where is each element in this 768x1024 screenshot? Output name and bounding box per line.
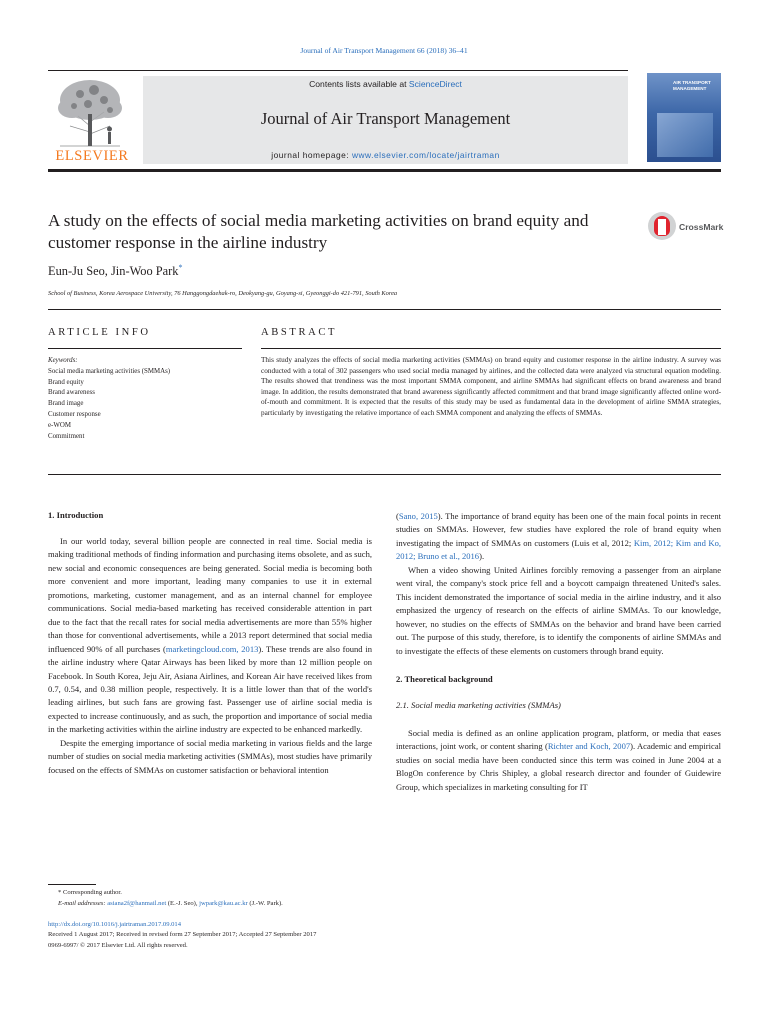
corresponding-author-note: * Corresponding author.	[58, 889, 122, 896]
footnote-rule	[48, 884, 96, 885]
doi-link[interactable]: http://dx.doi.org/10.1016/j.jairtraman.2017.09.014	[48, 921, 182, 928]
email-owner: (J.-W. Park).	[247, 900, 283, 907]
paragraph-text: ). Academic and empirical studies on social media have been conducted since this term was coined in June 2004 at a BlogOn conference by Chris Shipley, a global research director and founder of Guidewire Group, which specializes in marketing consulting for IT	[396, 741, 721, 792]
copyright-line: 0969-6997/ © 2017 Elsevier Ltd. All rights reserved.	[48, 941, 188, 949]
header-rule	[48, 70, 628, 71]
paragraph-text: ). These trends are also found in the airline industry where Qatar Airways has been liked by more than 12 million people on Facebook. In South Korea, Jeju Air, Asiana Airlines, and Korean Air have received likes from 0.7, 0.54, and 0.38 million people, respectively. It is a little lower than that of the world's leading airlines, but such fans are growing fast. Passenger use of airline social media is expected to increase continuously, and as such, the proportion and importance of social media in the marketing activities within the airline industry are expected to be enhanced markedly.	[48, 643, 373, 735]
email-link[interactable]: jwpark@kau.ac.kr	[199, 900, 248, 907]
citation-link[interactable]: Kim, 2012; Kim and Ko, 2012; Bruno et al., 2016	[396, 537, 721, 562]
crossmark-label: CrossMark	[679, 222, 724, 232]
citation-link[interactable]: Sano, 2015	[398, 511, 438, 521]
cover-image	[657, 113, 713, 157]
publication-details	[48, 920, 548, 951]
email-owner: (E.-J. Seo),	[166, 900, 200, 907]
paragraph: Despite the emerging importance of social media marketing in various fields and the large number of studies on social media marketing activities (SMMAs), most studies have primarily focused on the effects of SMMAs on customer satisfaction or behavioral intention	[48, 737, 372, 775]
journal-title[interactable]: Journal of Air Transport Management	[260, 109, 511, 128]
paragraph-text: In our world today, several billion people are connected in real time. Social media is making traditional methods of finding information and purchasing items obsolete, and as such, new social and economic consequences are being generated. Social media is becoming both more convenient and more important, leading many companies to use it in external promotions, marketing, customer management, and as an internal channel for employee communications. Social media-based marketing has received considerable attention in part due to the fact that the recall rates for social media advertisements are more than 55% higher than those for conventional advertisements, while a 2013 report determined that social media influenced 90% of all purchases (	[48, 536, 372, 654]
sciencedirect-link[interactable]: ScienceDirect	[408, 79, 462, 89]
keyword-item: Brand image	[48, 400, 84, 408]
article-title: A study on the effects of social media marketing activities on brand equity and customer response in the airline industry	[48, 211, 589, 252]
elsevier-tree-icon	[50, 76, 130, 148]
paragraph	[396, 727, 721, 794]
elsevier-wordmark: ELSEVIER	[55, 148, 129, 164]
author-list	[48, 263, 182, 279]
body-column-left	[48, 535, 372, 777]
abstract-sub-rule	[261, 348, 721, 349]
keyword-item: Social media marketing activities (SMMAs)	[48, 367, 171, 375]
keyword-item: Brand awareness	[48, 389, 95, 397]
paragraph-text: ).	[479, 551, 485, 562]
contents-prefix: Contents lists available at	[309, 79, 409, 89]
citation-link[interactable]: Richter and Koch, 2007	[547, 741, 631, 752]
keyword-item: e-WOM	[48, 421, 71, 429]
paragraph: When a video showing United Airlines forcibly removing a passenger from an airplane went viral, the company's stock price fell and a boycott campaign threatened United's sales. This incident demonstrated the importance of social media in the airline industry, and it also emphasized the urgency of research on the effects of airline SMMAs. To our knowledge, however, no studies on the effects of SMMAs on the behavior and brand have been carried out. The purpose of this study, therefore, is to identify the components of airline SMMAs and to investigate the effects of these elements on customers through brand equity.	[396, 564, 721, 656]
author-affiliation: School of Business, Korea Aerospace University, 76 Hanggongdaehak-ro, Deokyang-gu, Goyang-si, Gyeonggi-do 421-791, South Korea	[48, 290, 398, 297]
crossmark-icon	[648, 212, 676, 240]
crossmark-button[interactable]	[648, 212, 722, 244]
email-label: E-mail addresses:	[58, 900, 106, 907]
keyword-item: Customer response	[48, 410, 101, 418]
keywords-label: Keywords:	[48, 357, 78, 364]
keyword-item: Brand equity	[48, 378, 84, 386]
homepage-link[interactable]: www.elsevier.com/locate/jairtraman	[351, 150, 500, 160]
abstract-text: This study analyzes the effects of social media marketing activities (SMMAs) on brand equity and customer response in the airline industry. A survey was conducted with a total of 302 passengers who used social media managed by airlines, and the collected data were analyzed via structural equation modeling. The results showed that trendiness was the most important SMMA component, and airline SMMAs had significant effects on brand awareness and brand image. In addition, the results demonstrated that brand awareness significantly affected commitment and that brand image significantly affected online word-of-mouth and commitment. It is expected that the results of this study may be used as fundamental data in the development of airline SMMA strategies, particularly by investigating the relative importance of each SMMA component and analyzing the effects of SMMAs.	[261, 356, 721, 417]
section-heading-introduction: 1. Introduction	[48, 510, 104, 520]
keywords-list	[48, 356, 248, 442]
journal-citation[interactable]: Journal of Air Transport Management 66 (2018) 36–41	[300, 46, 468, 55]
abstract-heading: ABSTRACT	[261, 327, 338, 338]
subsection-heading-smmas: 2.1. Social media marketing activities (SMMAs)	[396, 700, 561, 711]
section-heading-theoretical-background: 2. Theoretical background	[396, 673, 493, 684]
paragraph	[48, 535, 372, 737]
received-dates: Received 1 August 2017; Received in revised form 27 September 2017; Accepted 27 September 2017	[48, 931, 317, 939]
email-link[interactable]: asiana2f@hanmail.net	[107, 900, 167, 907]
article-info-heading: ARTICLE INFO	[48, 327, 151, 338]
masthead-bottom-rule	[48, 169, 721, 172]
homepage-prefix: journal homepage:	[271, 150, 352, 160]
footnotes	[48, 887, 448, 909]
paragraph: (Sano, 2015). The importance of brand equity has been one of the main focal points in recent studies on SMMAs. However, few studies have explored the role of brand equity when investigating the impact of SMMAs on customers (Luis et al, 2012; Kim, 2012; Kim and Ko, 2012; Bruno et al., 2016).	[396, 511, 721, 562]
elsevier-logo[interactable]	[48, 74, 136, 166]
journal-masthead	[143, 76, 628, 164]
paragraph-text: Social media is defined as an online application program, platform, or media that eases interactions, joint work, or content sharing (	[396, 727, 721, 752]
journal-cover-thumbnail[interactable]	[647, 73, 721, 162]
cover-title: AIR TRANSPORT MANAGEMENT	[673, 80, 711, 91]
contents-line	[143, 79, 628, 89]
body-column-right	[396, 510, 721, 794]
keyword-item: Commitment	[48, 432, 85, 440]
paragraph-text: ). The importance of brand equity has been one of the main focal points in recent studies on SMMAs. However, few studies have explored the role of brand equity when investigating the impact of SMMAs on customers (Luis et al, 2012;	[396, 511, 721, 548]
email-note	[48, 898, 448, 909]
author-names: Eun-Ju Seo, Jin-Woo Park	[48, 264, 179, 279]
abstract-end-rule	[48, 474, 721, 475]
corresponding-author-mark[interactable]: *	[178, 263, 183, 272]
citation-link[interactable]: marketingcloud.com, 2013	[165, 643, 259, 654]
homepage-line	[143, 150, 628, 160]
info-sub-rule	[48, 348, 242, 349]
info-rule	[48, 309, 721, 310]
